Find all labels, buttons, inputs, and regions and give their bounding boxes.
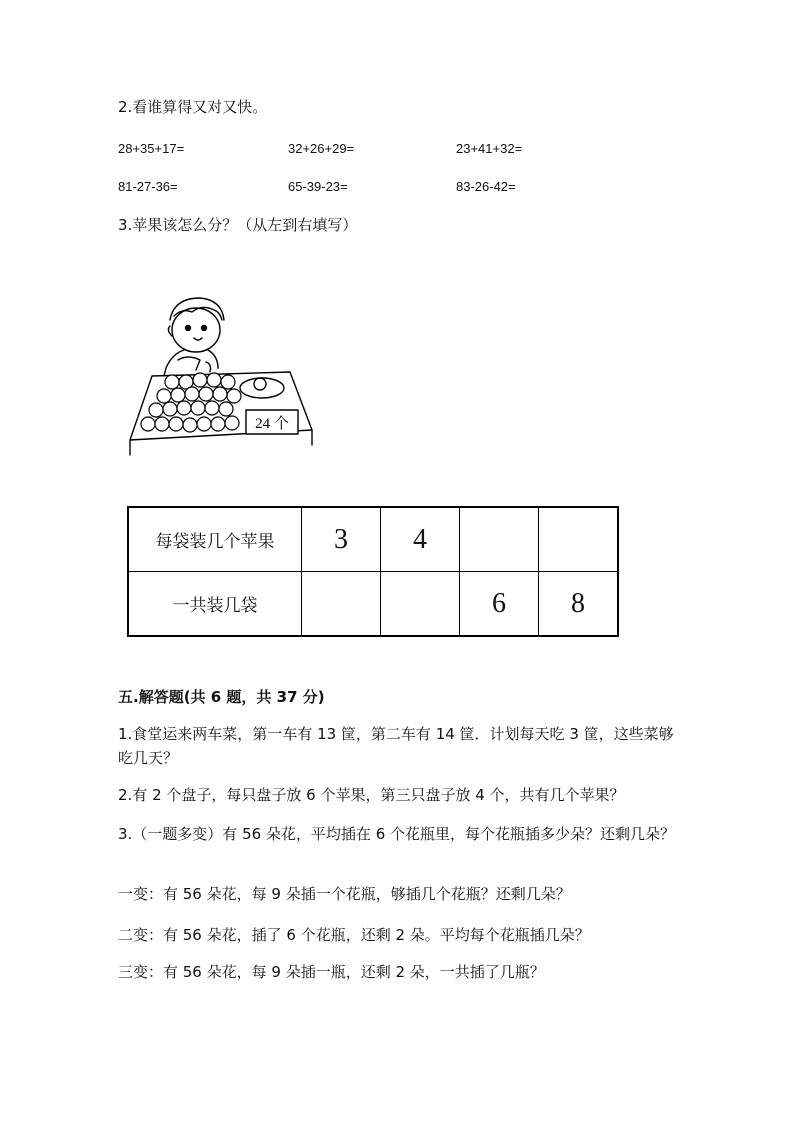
table-row — [128, 507, 618, 572]
expression-3: 23+41+32= — [456, 141, 523, 156]
variation-3: 三变：有 56 朵花，每 9 朵插一瓶，还剩 2 朵，一共插了几瓶？ — [118, 963, 545, 981]
row-header-bag-count: 一共装几袋 — [128, 572, 302, 637]
table-cell: 6 — [460, 572, 539, 637]
table-cell-blank[interactable] — [302, 572, 381, 637]
row-header-apples-per-bag: 每袋装几个苹果 — [128, 507, 302, 572]
variation-2: 二变：有 56 朵花，插了 6 个花瓶，还剩 2 朵。平均每个花瓶插几朵？ — [118, 926, 590, 944]
question-3-title: 3.苹果该怎么分？（从左到右填写） — [118, 216, 358, 234]
problem-2: 2.有 2 个盘子，每只盘子放 6 个苹果，第三只盘子放 4 个，共有几个苹果？ — [118, 786, 625, 804]
apple-count-label: 24 个 — [255, 416, 289, 432]
expression-5: 65-39-23= — [288, 179, 348, 194]
apple-distribution-table — [127, 506, 619, 637]
boy-with-apples-illustration — [122, 290, 322, 460]
table-cell-blank[interactable] — [460, 507, 539, 572]
expression-2: 32+26+29= — [288, 141, 355, 156]
table-cell: 3 — [302, 507, 381, 572]
variation-1: 一变：有 56 朵花，每 9 朵插一个花瓶，够插几个花瓶？还剩几朵？ — [118, 885, 571, 903]
problem-3: 3.（一题多变）有 56 朵花，平均插在 6 个花瓶里，每个花瓶插多少朵？还剩几朵？ — [118, 825, 676, 843]
question-2-title: 2.看谁算得又对又快。 — [118, 98, 268, 116]
apples-pile — [141, 373, 241, 432]
table-cell-blank[interactable] — [539, 507, 619, 572]
problem-1: 1.食堂运来两车菜，第一车有 13 筐，第二车有 14 筐．计划每天吃 3 筐，这些菜够吃几天？ — [118, 725, 674, 767]
expression-4: 81-27-36= — [118, 179, 178, 194]
expression-1: 28+35+17= — [118, 141, 185, 156]
section-5-title: 五.解答题(共 6 题，共 37 分) — [118, 688, 325, 706]
table-cell: 4 — [381, 507, 460, 572]
table-cell-blank[interactable] — [381, 572, 460, 637]
table-cell: 8 — [539, 572, 619, 637]
expression-6: 83-26-42= — [456, 179, 516, 194]
table-row — [128, 572, 618, 637]
